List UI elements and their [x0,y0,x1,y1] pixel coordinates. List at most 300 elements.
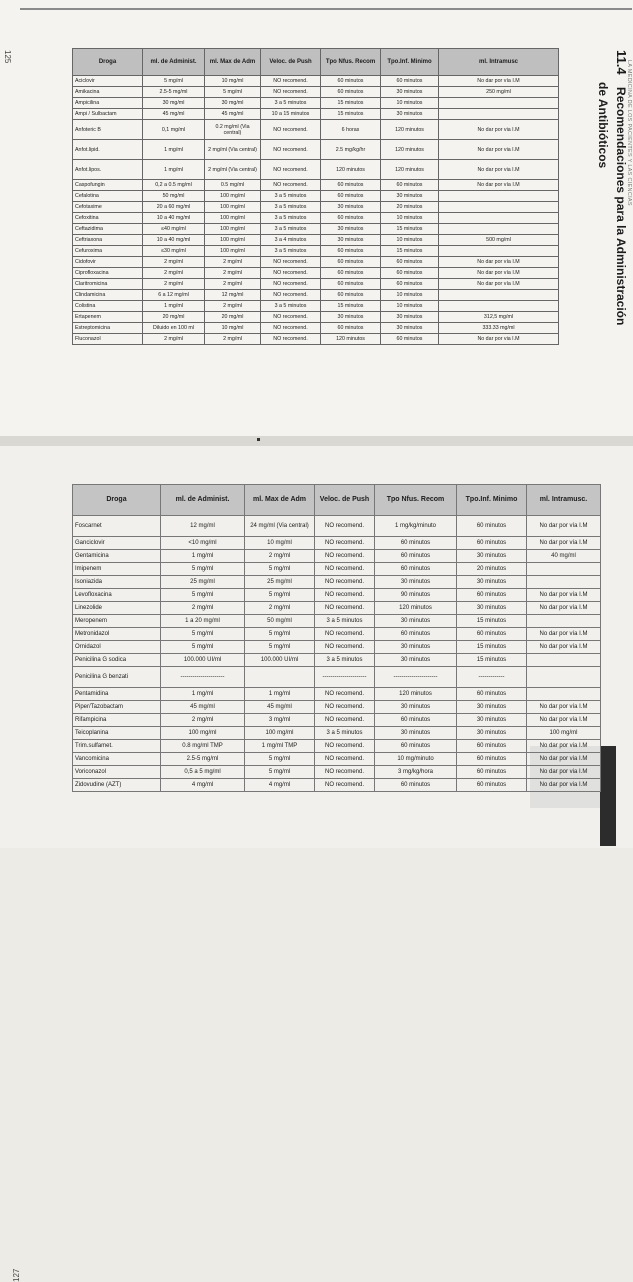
drug-name-cell: Penicilina G sodica [73,654,161,667]
table-cell: 5 mg/ml [245,641,315,654]
table-cell: 10 a 15 minutos [261,109,321,120]
table-cell: 60 minutos [457,740,527,753]
table-cell: 3 mg/kg/hora [375,766,457,779]
antibiotics-table-bottom [72,484,601,792]
table-cell: No dar por vía I.M [527,628,601,641]
table-cell [439,98,559,109]
table-row [73,98,559,109]
table-cell: 2 mg/ml [161,714,245,727]
drug-name-cell: Ornidazol [73,641,161,654]
table-cell: 1 mg/ml [143,140,205,160]
drug-name-cell: Ampi / Sulbactam [73,109,143,120]
table-cell [439,191,559,202]
drug-name-cell: Cefoxitina [73,213,143,224]
table-cell: 10 minutos [381,235,439,246]
drug-name-cell: Anfoteric B [73,120,143,140]
drug-name-cell: Clindamicina [73,290,143,301]
table-cell: 30 minutos [375,727,457,740]
table-row [73,268,559,279]
table-cell: 2 mg/ml [205,257,261,268]
table-cell: NO recomend. [315,537,375,550]
table-cell: NO recomend. [315,516,375,537]
table-cell: NO recomend. [261,76,321,87]
table-cell: NO recomend. [315,576,375,589]
table-cell: 60 minutos [457,516,527,537]
table-cell: 60 minutos [457,537,527,550]
table-row [73,235,559,246]
table-cell: 5 mg/ml [245,753,315,766]
section-title [596,50,630,325]
table-row [73,563,601,576]
column-header: Droga [73,485,161,516]
column-header: ml. de Administ. [143,49,205,76]
table-cell: 60 minutos [321,180,381,191]
table-cell: 30 minutos [321,312,381,323]
table-cell: 120 minutos [381,120,439,140]
table-cell: 500 mg/ml [439,235,559,246]
table-row [73,140,559,160]
table-row [73,688,601,701]
table-cell: <10 mg/ml [161,537,245,550]
table-cell [527,576,601,589]
table-cell: ---------------------- [375,667,457,688]
table-cell: No dar por via I.M [527,779,601,792]
table-cell: 2 mg/ml [143,268,205,279]
table-cell: 60 minutos [321,76,381,87]
table-cell: 100 mg/ml [205,213,261,224]
table-cell: 50 mg/ml [245,615,315,628]
table-cell: NO recomend. [261,160,321,180]
table-cell: 120 minutos [375,688,457,701]
table-cell: 100 mg/ml [527,727,601,740]
table-cell: 20 minutos [457,563,527,576]
table-cell: 1 mg/ml [143,301,205,312]
table-cell: 60 minutos [375,550,457,563]
table-cell: 30 minutos [457,602,527,615]
table-cell: No dar por via I.M [439,120,559,140]
drug-name-cell: Levofloxacina [73,589,161,602]
table-cell: 40 mg/ml [527,550,601,563]
column-header: Tpo.Inf. Minimo [381,49,439,76]
table-cell: 15 minutos [381,224,439,235]
drug-name-cell: Meropenem [73,615,161,628]
table-cell: 0.2 mg/ml (Via central) [205,120,261,140]
table-cell: 0,2 a 0.5 mg/ml [143,180,205,191]
table-cell: NO recomend. [261,312,321,323]
drug-name-cell: Voriconazol [73,766,161,779]
table-cell: 1 mg/ml [161,550,245,563]
table-cell: 1 a 20 mg/ml [161,615,245,628]
table-cell: 0,1 mg/ml [143,120,205,140]
table-row [73,290,559,301]
table-cell: 2 mg/ml [161,602,245,615]
table-cell: NO recomend. [315,766,375,779]
table-cell: 3 a 5 minutos [261,224,321,235]
table-row [73,766,601,779]
table-cell: 3 a 5 minutos [261,191,321,202]
table-cell: 2 mg/ml (Via central) [205,140,261,160]
table-cell: 0.5 mg/ml [205,180,261,191]
drug-name-cell: Caspofungin [73,180,143,191]
drug-name-cell: Ertapenem [73,312,143,323]
table-cell: 30 minutos [457,550,527,563]
table-cell: NO recomend. [261,140,321,160]
table-cell: 10 mg/minuto [375,753,457,766]
table-cell: 30 minutos [457,576,527,589]
table-cell: 10 a 40 mg/ml [143,213,205,224]
table-cell: NO recomend. [315,753,375,766]
table-cell: No dar por via I.M [439,140,559,160]
drug-name-cell: Isoniazida [73,576,161,589]
table-cell: NO recomend. [315,641,375,654]
table-cell: No dar por vía I.M [527,589,601,602]
table-cell: NO recomend. [261,268,321,279]
table-cell: 5 mg/ml [245,563,315,576]
table-body [73,516,601,792]
table-row [73,312,559,323]
table-cell: 30 minutos [381,312,439,323]
table-cell: 3 a 5 minutos [261,301,321,312]
table-cell: NO recomend. [315,740,375,753]
table-cell: NO recomend. [315,602,375,615]
table-cell: 120 minutos [381,160,439,180]
drug-name-cell: Linezolide [73,602,161,615]
table-cell: 2 mg/ml [143,279,205,290]
table-row [73,714,601,727]
table-cell [439,109,559,120]
table-cell: NO recomend. [261,257,321,268]
table-cell: 24 mg/ml (Via central) [245,516,315,537]
column-header: Droga [73,49,143,76]
table-cell: 100 mg/ml [205,246,261,257]
table-cell: 12 mg/ml [161,516,245,537]
table-cell: 60 minutos [381,257,439,268]
table-cell: NO recomend. [261,290,321,301]
table-cell: 15 minutos [381,246,439,257]
table-cell: 5 mg/ml [161,589,245,602]
table-cell: 60 minutos [381,279,439,290]
table-cell [527,563,601,576]
table-cell: 60 minutos [321,279,381,290]
table-cell: 60 minutos [381,76,439,87]
table-row [73,550,601,563]
drug-name-cell: Colistina [73,301,143,312]
table-cell: 3 mg/ml [245,714,315,727]
table-cell: NO recomend. [261,87,321,98]
table-cell: 15 minutos [321,301,381,312]
bottom-page [0,446,633,1282]
table-cell: ------------- [457,667,527,688]
table-cell: 20 a 60 mg/ml [143,202,205,213]
table-cell [439,290,559,301]
table-cell: 30 minutos [321,202,381,213]
drug-name-cell: Penicilina G benzati [73,667,161,688]
table-cell: No dar por vía I.M [439,279,559,290]
table-row [73,279,559,290]
page-gap-mark [257,438,260,441]
column-header: Veloc. de Push [261,49,321,76]
drug-name-cell: Metronidazol [73,628,161,641]
table-cell: 60 minutos [375,628,457,641]
table-cell: 10 minutos [381,290,439,301]
table-row [73,224,559,235]
title-line-2: de Antibióticos [596,82,610,169]
table-cell: 30 minutos [375,641,457,654]
table-cell: No dar por via I.M [527,766,601,779]
antibiotics-table-top [72,48,559,345]
table-cell [439,301,559,312]
top-table-wrapper [72,48,558,390]
column-header: ml. Max de Adm [205,49,261,76]
table-cell: 120 minutos [381,140,439,160]
table-cell: 4 mg/ml [161,779,245,792]
table-cell [527,688,601,701]
table-cell: ≤40 mg/ml [143,224,205,235]
drug-name-cell: Vancomicina [73,753,161,766]
table-row [73,180,559,191]
table-row [73,667,601,688]
table-cell: 45 mg/ml [205,109,261,120]
table-cell: 0,5 a 5 mg/ml [161,766,245,779]
table-cell: 20 mg/ml [205,312,261,323]
table-header-row [73,49,559,76]
table-cell: 30 minutos [381,191,439,202]
table-cell: 0.8 mg/ml TMP [161,740,245,753]
page-gap [0,436,633,446]
table-cell: 60 minutos [457,779,527,792]
table-cell: 6 a 12 mg/ml [143,290,205,301]
table-cell: 100 mg/ml [205,202,261,213]
table-cell: 3 a 5 minutos [261,246,321,257]
table-cell: 2 mg/ml [143,257,205,268]
table-cell: 30 minutos [381,323,439,334]
table-row [73,740,601,753]
table-row [73,537,601,550]
table-cell: 60 minutos [321,213,381,224]
table-cell: 60 minutos [381,268,439,279]
table-cell: 30 minutos [457,714,527,727]
table-cell: 250 mg/ml [439,87,559,98]
table-row [73,160,559,180]
table-cell: 45 mg/ml [143,109,205,120]
table-cell [439,202,559,213]
table-cell: 45 mg/ml [161,701,245,714]
table-cell: 60 minutos [321,290,381,301]
table-cell: NO recomend. [315,589,375,602]
table-cell: 30 minutos [381,109,439,120]
table-cell [527,615,601,628]
table-header-row [73,485,601,516]
table-cell [439,246,559,257]
table-cell: NO recomend. [261,180,321,191]
table-cell: 10 minutos [381,98,439,109]
table-cell [245,667,315,688]
table-cell: 60 minutos [457,589,527,602]
table-row [73,246,559,257]
table-cell: 60 minutos [375,563,457,576]
drug-name-cell: Anfot.lipos. [73,160,143,180]
table-cell: 3 a 5 minutos [315,727,375,740]
table-cell: 1 mg/kg/minuto [375,516,457,537]
table-cell: NO recomend. [315,688,375,701]
table-row [73,120,559,140]
table-cell: No dar por vía I.M [527,602,601,615]
table-row [73,615,601,628]
table-cell: 120 minutos [375,602,457,615]
section-number: 11.4 [614,50,629,75]
drug-name-cell: Zidovudine (AZT) [73,779,161,792]
table-cell [527,654,601,667]
table-cell: 2 mg/ml [143,334,205,345]
table-cell: 30 minutos [457,727,527,740]
table-cell: 60 minutos [321,191,381,202]
table-cell: NO recomend. [315,550,375,563]
drug-name-cell: Ciprofloxacina [73,268,143,279]
table-cell: 30 minutos [375,615,457,628]
table-row [73,589,601,602]
page-number-bottom: 127 [12,1268,21,1282]
table-row [73,191,559,202]
table-cell: 1 mg/ml [161,688,245,701]
drug-name-cell: Cefotaxime [73,202,143,213]
table-cell: 10 mg/ml [245,537,315,550]
table-cell: 10 minutos [381,213,439,224]
table-cell: 5 mg/ml [143,76,205,87]
table-cell: 4 mg/ml [245,779,315,792]
drug-name-cell: Claritromicina [73,279,143,290]
table-row [73,257,559,268]
table-cell: 30 minutos [457,701,527,714]
table-cell: 2 mg/ml (Via central) [205,160,261,180]
table-cell: 15 minutos [321,109,381,120]
table-cell: No dar por vía I.M [527,714,601,727]
table-row [73,576,601,589]
column-header: ml. Max de Adm [245,485,315,516]
drug-name-cell: Ampicilina [73,98,143,109]
drug-name-cell: Cidofovir [73,257,143,268]
title-line-1: Recomendaciones para la Administración [614,87,628,326]
table-cell: ---------------------- [161,667,245,688]
table-cell: No dar por vía I.M [527,537,601,550]
table-cell: NO recomend. [261,279,321,290]
table-cell: 5 mg/ml [161,628,245,641]
drug-name-cell: Ceftriaxona [73,235,143,246]
table-body [73,76,559,345]
table-cell: 1 mg/ml TMP [245,740,315,753]
table-cell: 3 a 5 minutos [261,213,321,224]
drug-name-cell: Gentamicina [73,550,161,563]
table-row [73,516,601,537]
table-cell: No dar por via I.M [527,740,601,753]
table-cell: 100 mg/ml [205,191,261,202]
table-cell: 2.5 mg/kg/hr [321,140,381,160]
table-cell: No dar por via I.M [439,334,559,345]
drug-name-cell: Piper/Tazobactam [73,701,161,714]
drug-name-cell: Cefalotina [73,191,143,202]
drug-name-cell: Pentamidina [73,688,161,701]
table-row [73,654,601,667]
table-cell: 30 minutos [375,701,457,714]
table-cell: 5 mg/ml [205,87,261,98]
drug-name-cell: Aciclovir [73,76,143,87]
drug-name-cell: Rifampicina [73,714,161,727]
table-cell: 15 minutos [321,98,381,109]
table-cell: 3 a 5 minutos [315,654,375,667]
table-cell: No dar por vía I.M [527,701,601,714]
table-row [73,87,559,98]
table-cell: 15 minutos [457,615,527,628]
table-row [73,628,601,641]
table-cell: 25 mg/ml [245,576,315,589]
table-cell: 312,5 mg/ml [439,312,559,323]
table-cell: 5 mg/ml [161,641,245,654]
table-cell: 20 minutos [381,202,439,213]
table-cell: 100 mg/ml [205,224,261,235]
table-cell: 5 mg/ml [245,628,315,641]
table-cell: 3 a 5 minutos [261,98,321,109]
table-row [73,779,601,792]
table-row [73,727,601,740]
table-cell: No dar por vía I.M [439,257,559,268]
table-cell: 120 minutos [321,334,381,345]
table-row [73,301,559,312]
table-cell: 30 minutos [375,654,457,667]
table-cell: 60 minutos [381,180,439,191]
side-header: LA MEDICINA DE LOS PACIENTES Y LAS CIENCIAS [626,60,632,206]
table-cell: No dar por vía I.M [439,76,559,87]
page-top-rule [20,8,632,10]
table-cell: No dar por vía I.M [439,268,559,279]
table-cell: 45 mg/ml [245,701,315,714]
table-cell: 60 minutos [321,87,381,98]
table-cell: NO recomend. [315,563,375,576]
column-header: ml. de Administ. [161,485,245,516]
table-cell: NO recomend. [315,628,375,641]
table-cell: 1 mg/ml [143,160,205,180]
table-cell: 2 mg/ml [205,301,261,312]
table-cell: ≤30 mg/ml [143,246,205,257]
drug-name-cell: Anfot.lipid. [73,140,143,160]
drug-name-cell: Ceftazidima [73,224,143,235]
table-cell: 100.000 UI/ml [161,654,245,667]
table-cell: 100 mg/ml [161,727,245,740]
table-cell: NO recomend. [261,334,321,345]
table-cell: 10 mg/ml [205,323,261,334]
table-cell: 10 minutos [381,301,439,312]
table-cell: 60 minutos [457,628,527,641]
table-cell: 30 mg/ml [143,98,205,109]
table-cell [439,213,559,224]
table-cell: 10 a 40 mg/ml [143,235,205,246]
table-row [73,109,559,120]
table-row [73,602,601,615]
drug-name-cell: Estreptomicina [73,323,143,334]
table-row [73,753,601,766]
table-cell: 100 mg/ml [245,727,315,740]
table-cell: 20 mg/ml [143,312,205,323]
table-cell: 333.33 mg/ml [439,323,559,334]
table-cell: 120 minutos [321,160,381,180]
table-cell: 1 mg/ml [245,688,315,701]
table-row [73,334,559,345]
table-cell: 100.000 UI/ml [245,654,315,667]
table-row [73,701,601,714]
table-cell: 60 minutos [375,779,457,792]
table-cell: 30 minutos [321,235,381,246]
table-row [73,76,559,87]
table-cell: 60 minutos [321,246,381,257]
table-cell: NO recomend. [315,701,375,714]
